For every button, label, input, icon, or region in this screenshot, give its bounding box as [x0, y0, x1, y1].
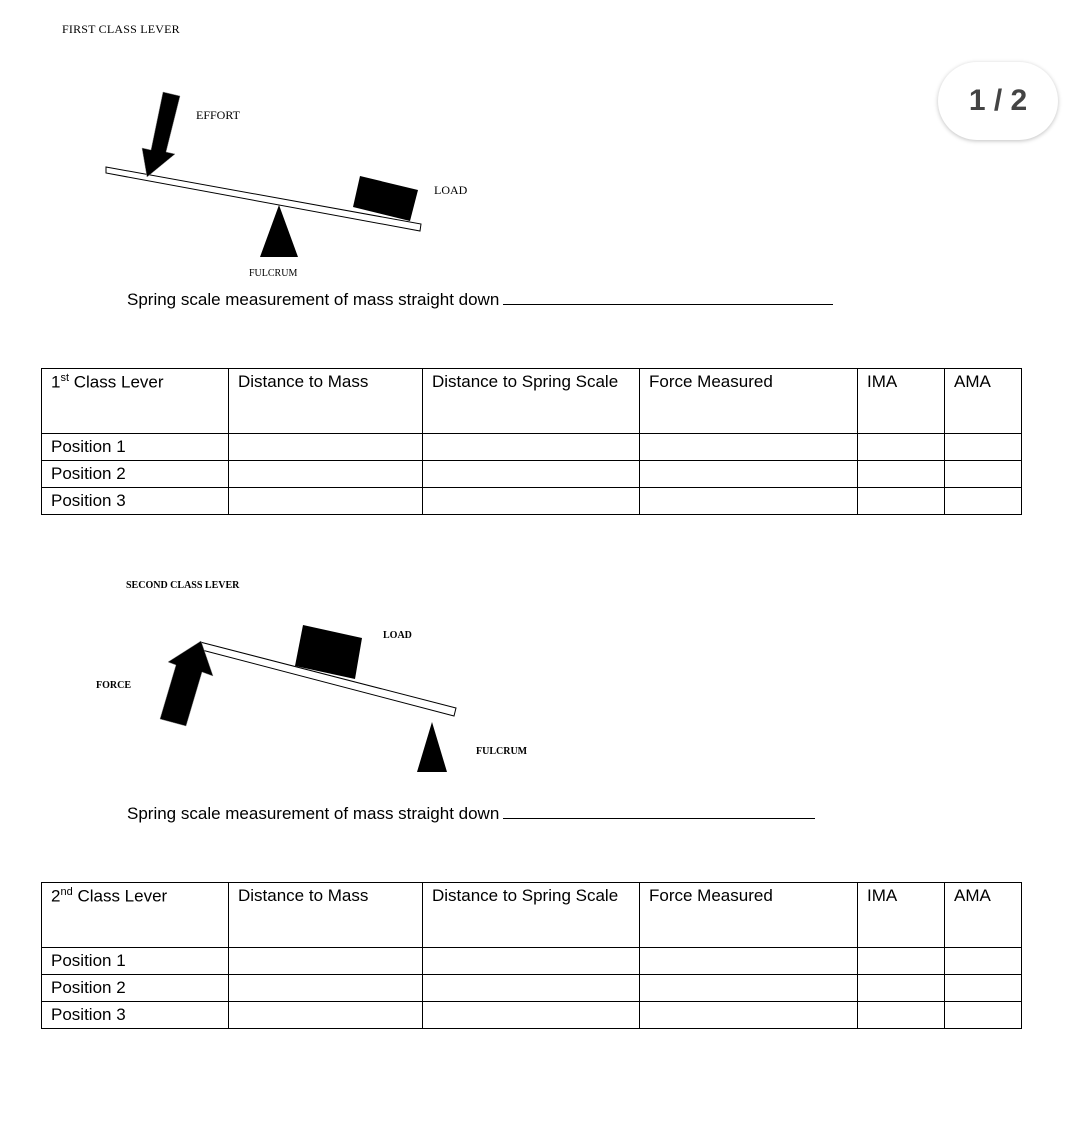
table-cell[interactable] — [858, 948, 945, 975]
table-cell[interactable] — [640, 948, 858, 975]
table-cell[interactable] — [423, 948, 640, 975]
effort-label: EFFORT — [196, 108, 240, 122]
table-row — [42, 1002, 1022, 1029]
row-label: Position 3 — [42, 488, 229, 515]
header-ima: IMA — [858, 883, 945, 948]
table-cell[interactable] — [945, 975, 1022, 1002]
first-measurement-text: Spring scale measurement of mass straight down — [127, 290, 500, 309]
row-label: Position 2 — [42, 975, 229, 1002]
second-lever-fulcrum — [417, 722, 447, 772]
header-class-lever: 2nd Class Lever — [42, 883, 229, 948]
table-cell[interactable] — [229, 975, 423, 1002]
second-lever-load-label: LOAD — [383, 630, 412, 641]
header-ama: AMA — [945, 369, 1022, 434]
table-cell[interactable] — [423, 975, 640, 1002]
second-measurement-blank[interactable] — [503, 804, 815, 819]
header-distance-to-spring-scale: Distance to Spring Scale — [423, 369, 640, 434]
header-distance-to-spring-scale: Distance to Spring Scale — [423, 883, 640, 948]
table-cell[interactable] — [640, 1002, 858, 1029]
second-measurement-line — [127, 804, 815, 824]
header-distance-to-mass: Distance to Mass — [229, 883, 423, 948]
page-indicator: 1 / 2 — [938, 62, 1058, 140]
second-lever-fulcrum-label: FULCRUM — [476, 746, 528, 757]
header-distance-to-mass: Distance to Mass — [229, 369, 423, 434]
force-label: FORCE — [96, 680, 131, 691]
header-force-measured: Force Measured — [640, 369, 858, 434]
header-ama: AMA — [945, 883, 1022, 948]
table-cell[interactable] — [858, 975, 945, 1002]
second-lever-table — [41, 882, 1022, 1029]
force-arrow — [160, 641, 213, 726]
table-row — [42, 975, 1022, 1002]
table-cell[interactable] — [640, 975, 858, 1002]
table-cell[interactable] — [423, 1002, 640, 1029]
row-label: Position 1 — [42, 434, 229, 461]
first-lever-load-label: LOAD — [434, 183, 468, 197]
first-lever-fulcrum-label: FULCRUM — [249, 268, 298, 279]
header-ima: IMA — [858, 369, 945, 434]
table-cell[interactable] — [229, 948, 423, 975]
header-force-measured: Force Measured — [640, 883, 858, 948]
table-cell[interactable] — [945, 1002, 1022, 1029]
row-label: Position 3 — [42, 1002, 229, 1029]
first-lever-title: FIRST CLASS LEVER — [62, 22, 180, 36]
table-cell[interactable] — [229, 1002, 423, 1029]
row-label: Position 2 — [42, 461, 229, 488]
table-row — [42, 948, 1022, 975]
table-cell[interactable] — [945, 948, 1022, 975]
header-class-lever: 1st Class Lever — [42, 369, 229, 434]
row-label: Position 1 — [42, 948, 229, 975]
second-measurement-text: Spring scale measurement of mass straight down — [127, 804, 500, 823]
table-header-row — [42, 883, 1022, 948]
table-cell[interactable] — [858, 1002, 945, 1029]
second-lever-title: SECOND CLASS LEVER — [126, 580, 240, 591]
